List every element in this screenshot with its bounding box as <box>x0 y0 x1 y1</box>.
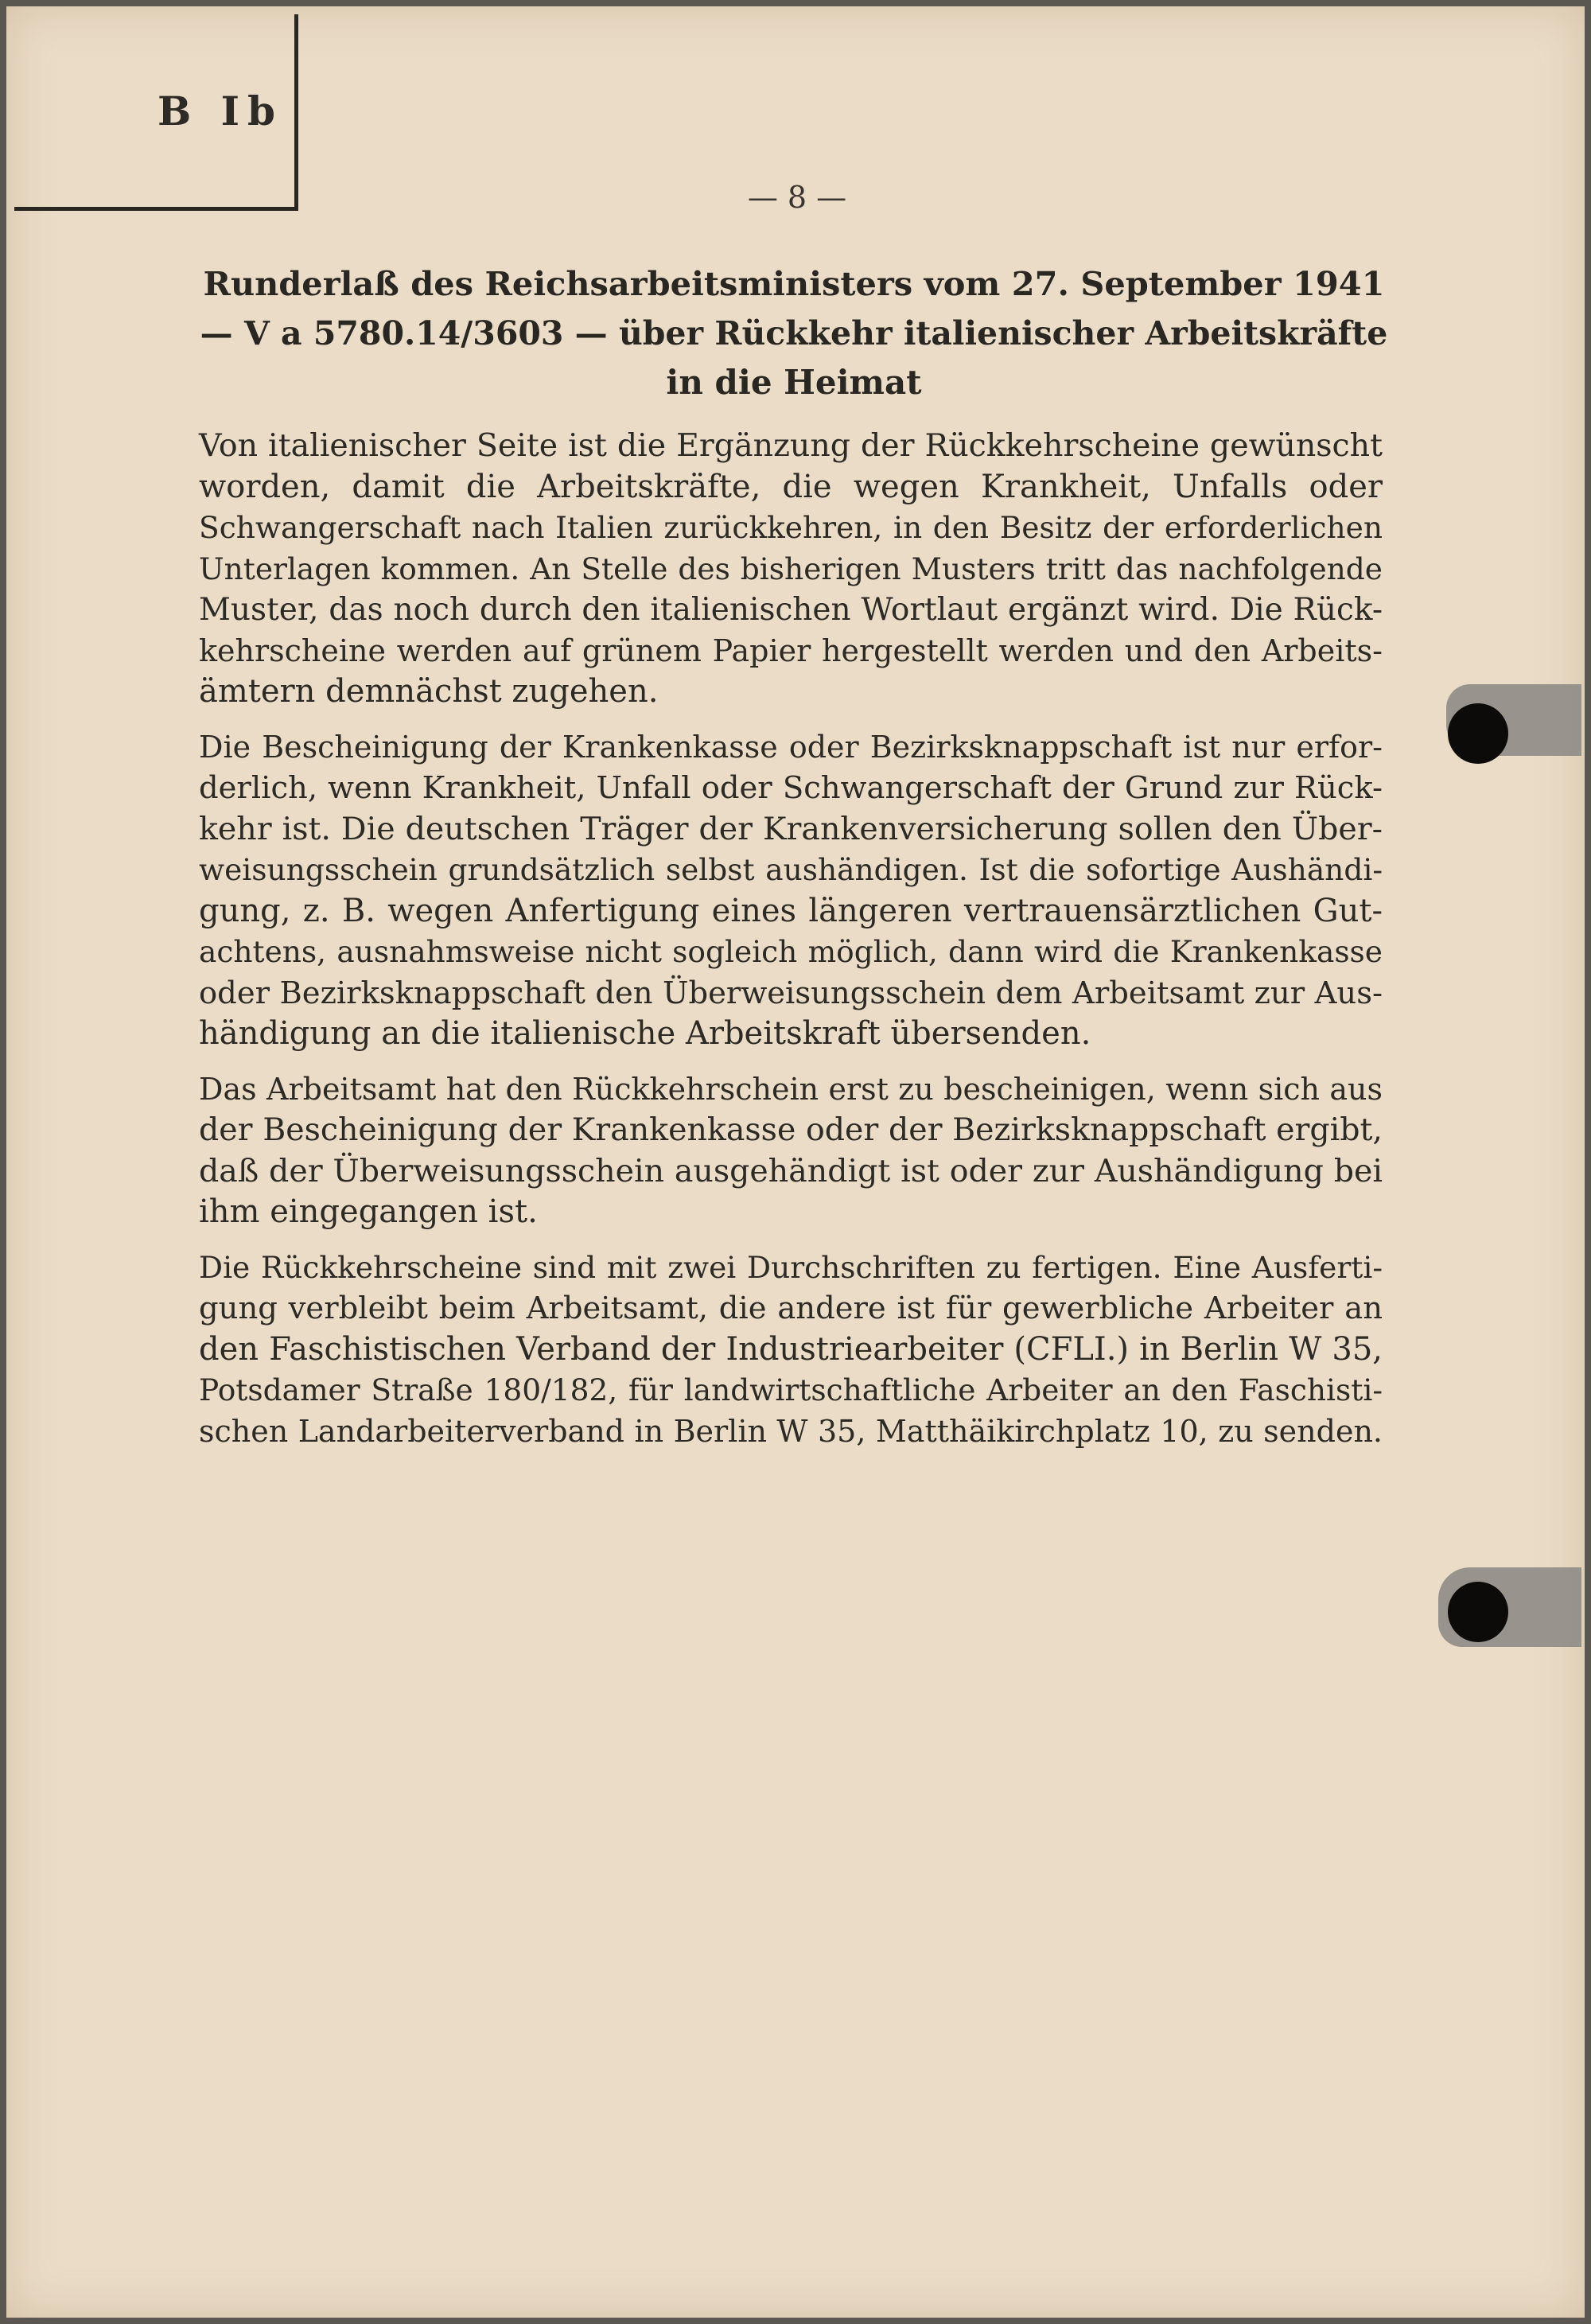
text-line: Schwangerschaft nach Italien zurückkehren, in den Besitz der erforderlichen <box>199 510 1383 545</box>
text-line: derlich, wenn Krankheit, Unfall oder Schwangerschaft der Grund zur Rück- <box>199 770 1383 806</box>
text-line: Die Bescheinigung der Krankenkasse oder Bezirksknappschaft ist nur erfor- <box>199 729 1383 765</box>
text-line: händigung an die italienische Arbeitskraft übersenden. <box>199 1015 1091 1052</box>
document-heading <box>197 259 1391 407</box>
text-line: Die Rückkehrscheine sind mit zwei Durchschriften zu fertigen. Eine Ausferti- <box>199 1249 1383 1285</box>
text-line: worden, damit die Arbeitskräfte, die wegen Krankheit, Unfalls oder <box>199 468 1383 505</box>
text-line: oder Bezirksknappschaft den Überweisungsschein dem Arbeitsamt zur Aus- <box>199 975 1383 1011</box>
text-line: weisungsschein grundsätzlich selbst aushändigen. Ist die sofortige Aushändi- <box>199 852 1383 887</box>
punch-hole <box>1448 1582 1508 1642</box>
paragraph <box>199 1248 1383 1453</box>
text-line: schen Landarbeiterverband in Berlin W 35, Matthäikirchplatz 10, zu senden. <box>199 1413 1383 1449</box>
text-line: gung verbleibt beim Arbeitsamt, die andere ist für gewerbliche Arbeiter an <box>199 1290 1383 1326</box>
text-line: Muster, das noch durch den italienischen Wortlaut ergänzt wird. Die Rück- <box>199 592 1383 628</box>
paragraph <box>199 727 1383 1055</box>
text-line: ihm eingegangen ist. <box>199 1193 538 1230</box>
text-line: Potsdamer Straße 180/182, für landwirtschaftliche Arbeiter an den Faschisti- <box>199 1372 1383 1407</box>
text-line: daß der Überweisungsschein ausgehändigt ist oder zur Aushändigung bei <box>199 1152 1383 1189</box>
heading-line: — V a 5780.14/3603 — über Rückkehr italienischer Arbeitskräfte <box>200 314 1388 352</box>
punch-hole <box>1448 703 1508 764</box>
text-line: achtens, ausnahmsweise nicht sogleich möglich, dann wird die Krankenkasse <box>199 934 1383 969</box>
text-line: Von italienischer Seite ist die Ergänzung der Rückkehrscheine gewünscht <box>199 427 1383 464</box>
text-line: gung, z. B. wegen Anfertigung eines längeren vertrauensärztlichen Gut- <box>199 892 1383 929</box>
page-number: — 8 — <box>747 180 847 215</box>
paragraph <box>199 1069 1383 1233</box>
paragraph <box>199 426 1383 713</box>
body-text <box>199 426 1383 1466</box>
section-tab-label: B Ib <box>158 88 284 134</box>
text-line: Das Arbeitsamt hat den Rückkehrschein erst zu bescheinigen, wenn sich aus <box>199 1071 1383 1107</box>
document-page <box>6 6 1585 2318</box>
text-line: kehr ist. Die deutschen Träger der Krankenversicherung sollen den Über- <box>199 810 1383 847</box>
text-line: den Faschistischen Verband der Industriearbeiter (CFLI.) in Berlin W 35, <box>199 1330 1383 1368</box>
heading-line: in die Heimat <box>666 363 922 402</box>
text-line: ämtern demnächst zugehen. <box>199 673 659 710</box>
text-line: Unterlagen kommen. An Stelle des bisherigen Musters tritt das nachfolgende <box>199 551 1383 586</box>
text-line: der Bescheinigung der Krankenkasse oder der Bezirksknappschaft ergibt, <box>199 1111 1383 1148</box>
heading-line: Runderlaß des Reichsarbeitsministers vom 27. September 1941 <box>203 264 1385 303</box>
text-line: kehrscheine werden auf grünem Papier hergestellt werden und den Arbeits- <box>199 633 1383 668</box>
